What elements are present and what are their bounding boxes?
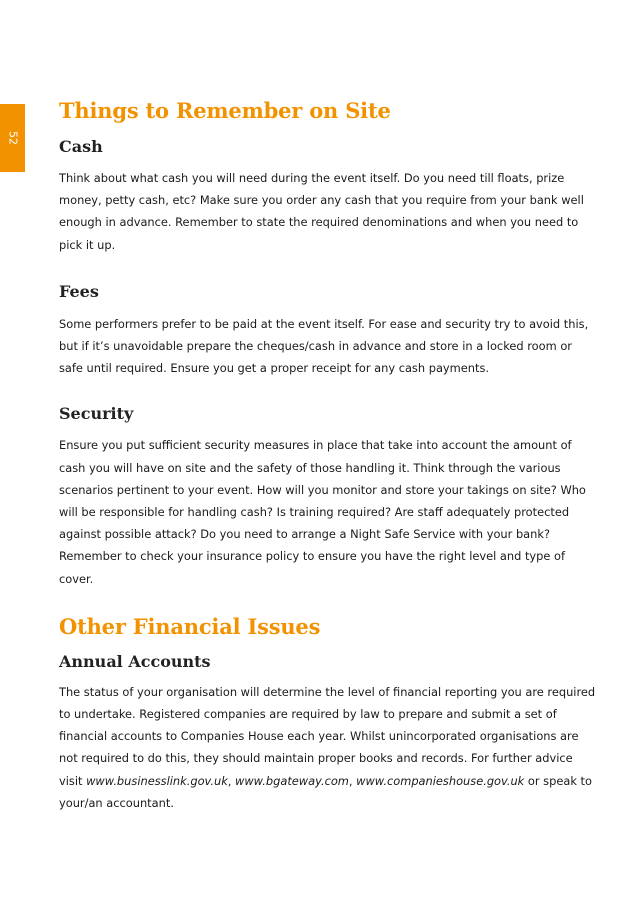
paragraph-annual-accounts [59, 681, 599, 814]
paragraph-cash: Think about what cash you will need during the event itself. Do you need till floats, prize money, petty cash, etc? Make sure you order any cash that you require from your bank well enough in advance. Remember to state the required denominations and when you need to pick it up. [59, 171, 584, 252]
link-separator: , [348, 773, 357, 788]
section-title-other-financial-issues: Other Financial Issues [59, 613, 321, 639]
link-companieshouse[interactable]: www.companieshouse.gov.uk [356, 773, 525, 788]
subheading-fees: Fees [59, 281, 99, 301]
paragraph-fees: Some performers prefer to be paid at the event itself. For ease and security try to avoid this, but if it’s unavoidable prepare the cheques/cash in advance and store in a locked room or safe until required. Ensure you get a proper receipt for any cash payments. [59, 316, 589, 376]
page-number: 52 [6, 131, 20, 145]
link-bgateway[interactable]: www.bgateway.com [235, 773, 349, 788]
accounts-text-before: The status of your organisation will determine the level of financial reporting you are required to undertake. Registered companies are required by law to prepare and submit a set of financial accounts to Companies House each year. Whilst unincorporated organisations are not required to do this, they should maintain proper books and records. For further advice visit [59, 684, 596, 788]
subheading-security: Security [59, 404, 134, 424]
link-separator: , [227, 773, 236, 788]
subheading-cash: Cash [59, 137, 103, 156]
subheading-annual-accounts: Annual Accounts [59, 651, 211, 671]
section-title-things-to-remember: Things to Remember on Site [59, 98, 391, 123]
paragraph-security: Ensure you put sufficient security measures in place that take into account the amount of cash you will have on site and the safety of those handling it. Think through the various scenarios pertinent to your event. How will you monitor and store your takings on site? Who will be responsible for handling cash? Is training required? Are staff adequately protected against possible attack? Do you need to arrange a Night Safe Service with your bank? Remember to check your insurance policy to ensure you have the right level and type of cover. [59, 438, 586, 586]
link-businesslink[interactable]: www.businesslink.gov.uk [86, 773, 228, 788]
accounts-text-after: or speak to your/an accountant. [59, 773, 592, 810]
page-content [59, 96, 599, 814]
